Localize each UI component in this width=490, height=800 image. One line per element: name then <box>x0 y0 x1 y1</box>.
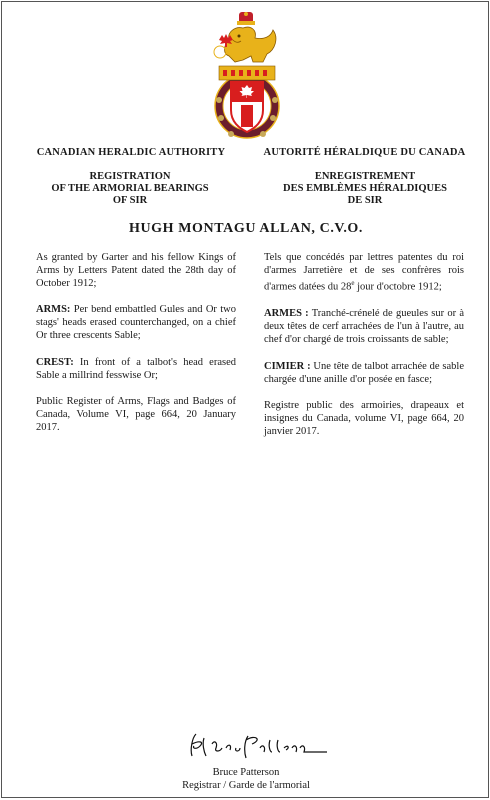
heraldic-authority-badge-icon <box>209 10 285 142</box>
french-crest-paragraph: CIMIER : Une tête de talbot arrachée de sable chargée d'une anille d'or posée en fasce; <box>264 360 464 385</box>
signatory-title: Registrar / Garde de l'armorial <box>182 780 310 791</box>
signatory-block <box>2 766 490 792</box>
signature <box>182 730 332 760</box>
english-registration-title: REGISTRATION OF THE ARMORIAL BEARINGS OF SIR <box>51 171 209 206</box>
french-grant-paragraph: Tels que concédés par lettres patentes du roi d'armes Jarretière et de ses confrères rois d'armes datées du 28e jour d'octobre 1912; <box>264 252 464 293</box>
english-authority-heading: CANADIAN HERALDIC AUTHORITY <box>36 147 226 158</box>
french-authority-heading: AUTORITÉ HÉRALDIQUE DU CANADA <box>263 147 466 158</box>
english-crest-paragraph: CREST: In front of a talbot's head erased Sable a millrind fesswise Or; <box>36 357 236 381</box>
english-grant-paragraph: As granted by Garter and his fellow Kings of Arms by Letters Patent dated the 28th day of October 1912; <box>36 252 236 289</box>
letters-patent-page <box>1 1 489 798</box>
lion-icon <box>214 27 276 62</box>
signatory-name: Bruce Patterson <box>212 767 280 778</box>
grantee-name: HUGH MONTAGU ALLAN, C.V.O. <box>128 221 364 236</box>
crown-icon <box>237 12 255 25</box>
english-arms-paragraph: ARMS: Per bend embattled Gules and Or two stags' heads erased counterchanged, on a chief Or three crescents Sable; <box>36 304 236 341</box>
french-column <box>264 251 464 451</box>
english-register-paragraph: Public Register of Arms, Flags and Badges of Canada, Volume VI, page 664, 20 January 2017. <box>36 396 236 433</box>
french-arms-paragraph: ARMES : Tranché-crénelé de gueules sur or à deux têtes de cerf arrachées de l'un à l'autre, au chef d'or chargé de trois croissants de sable; <box>264 307 465 345</box>
french-registration-title: ENREGISTREMENT DES EMBLÈMES HÉRALDIQUES DE SIR <box>283 171 447 206</box>
shield-icon <box>231 82 263 132</box>
french-register-paragraph: Registre public des armoiries, drapeaux et insignes du Canada, volume VI, page 664, 20 janvier 2017. <box>264 399 464 437</box>
english-column <box>36 251 236 447</box>
